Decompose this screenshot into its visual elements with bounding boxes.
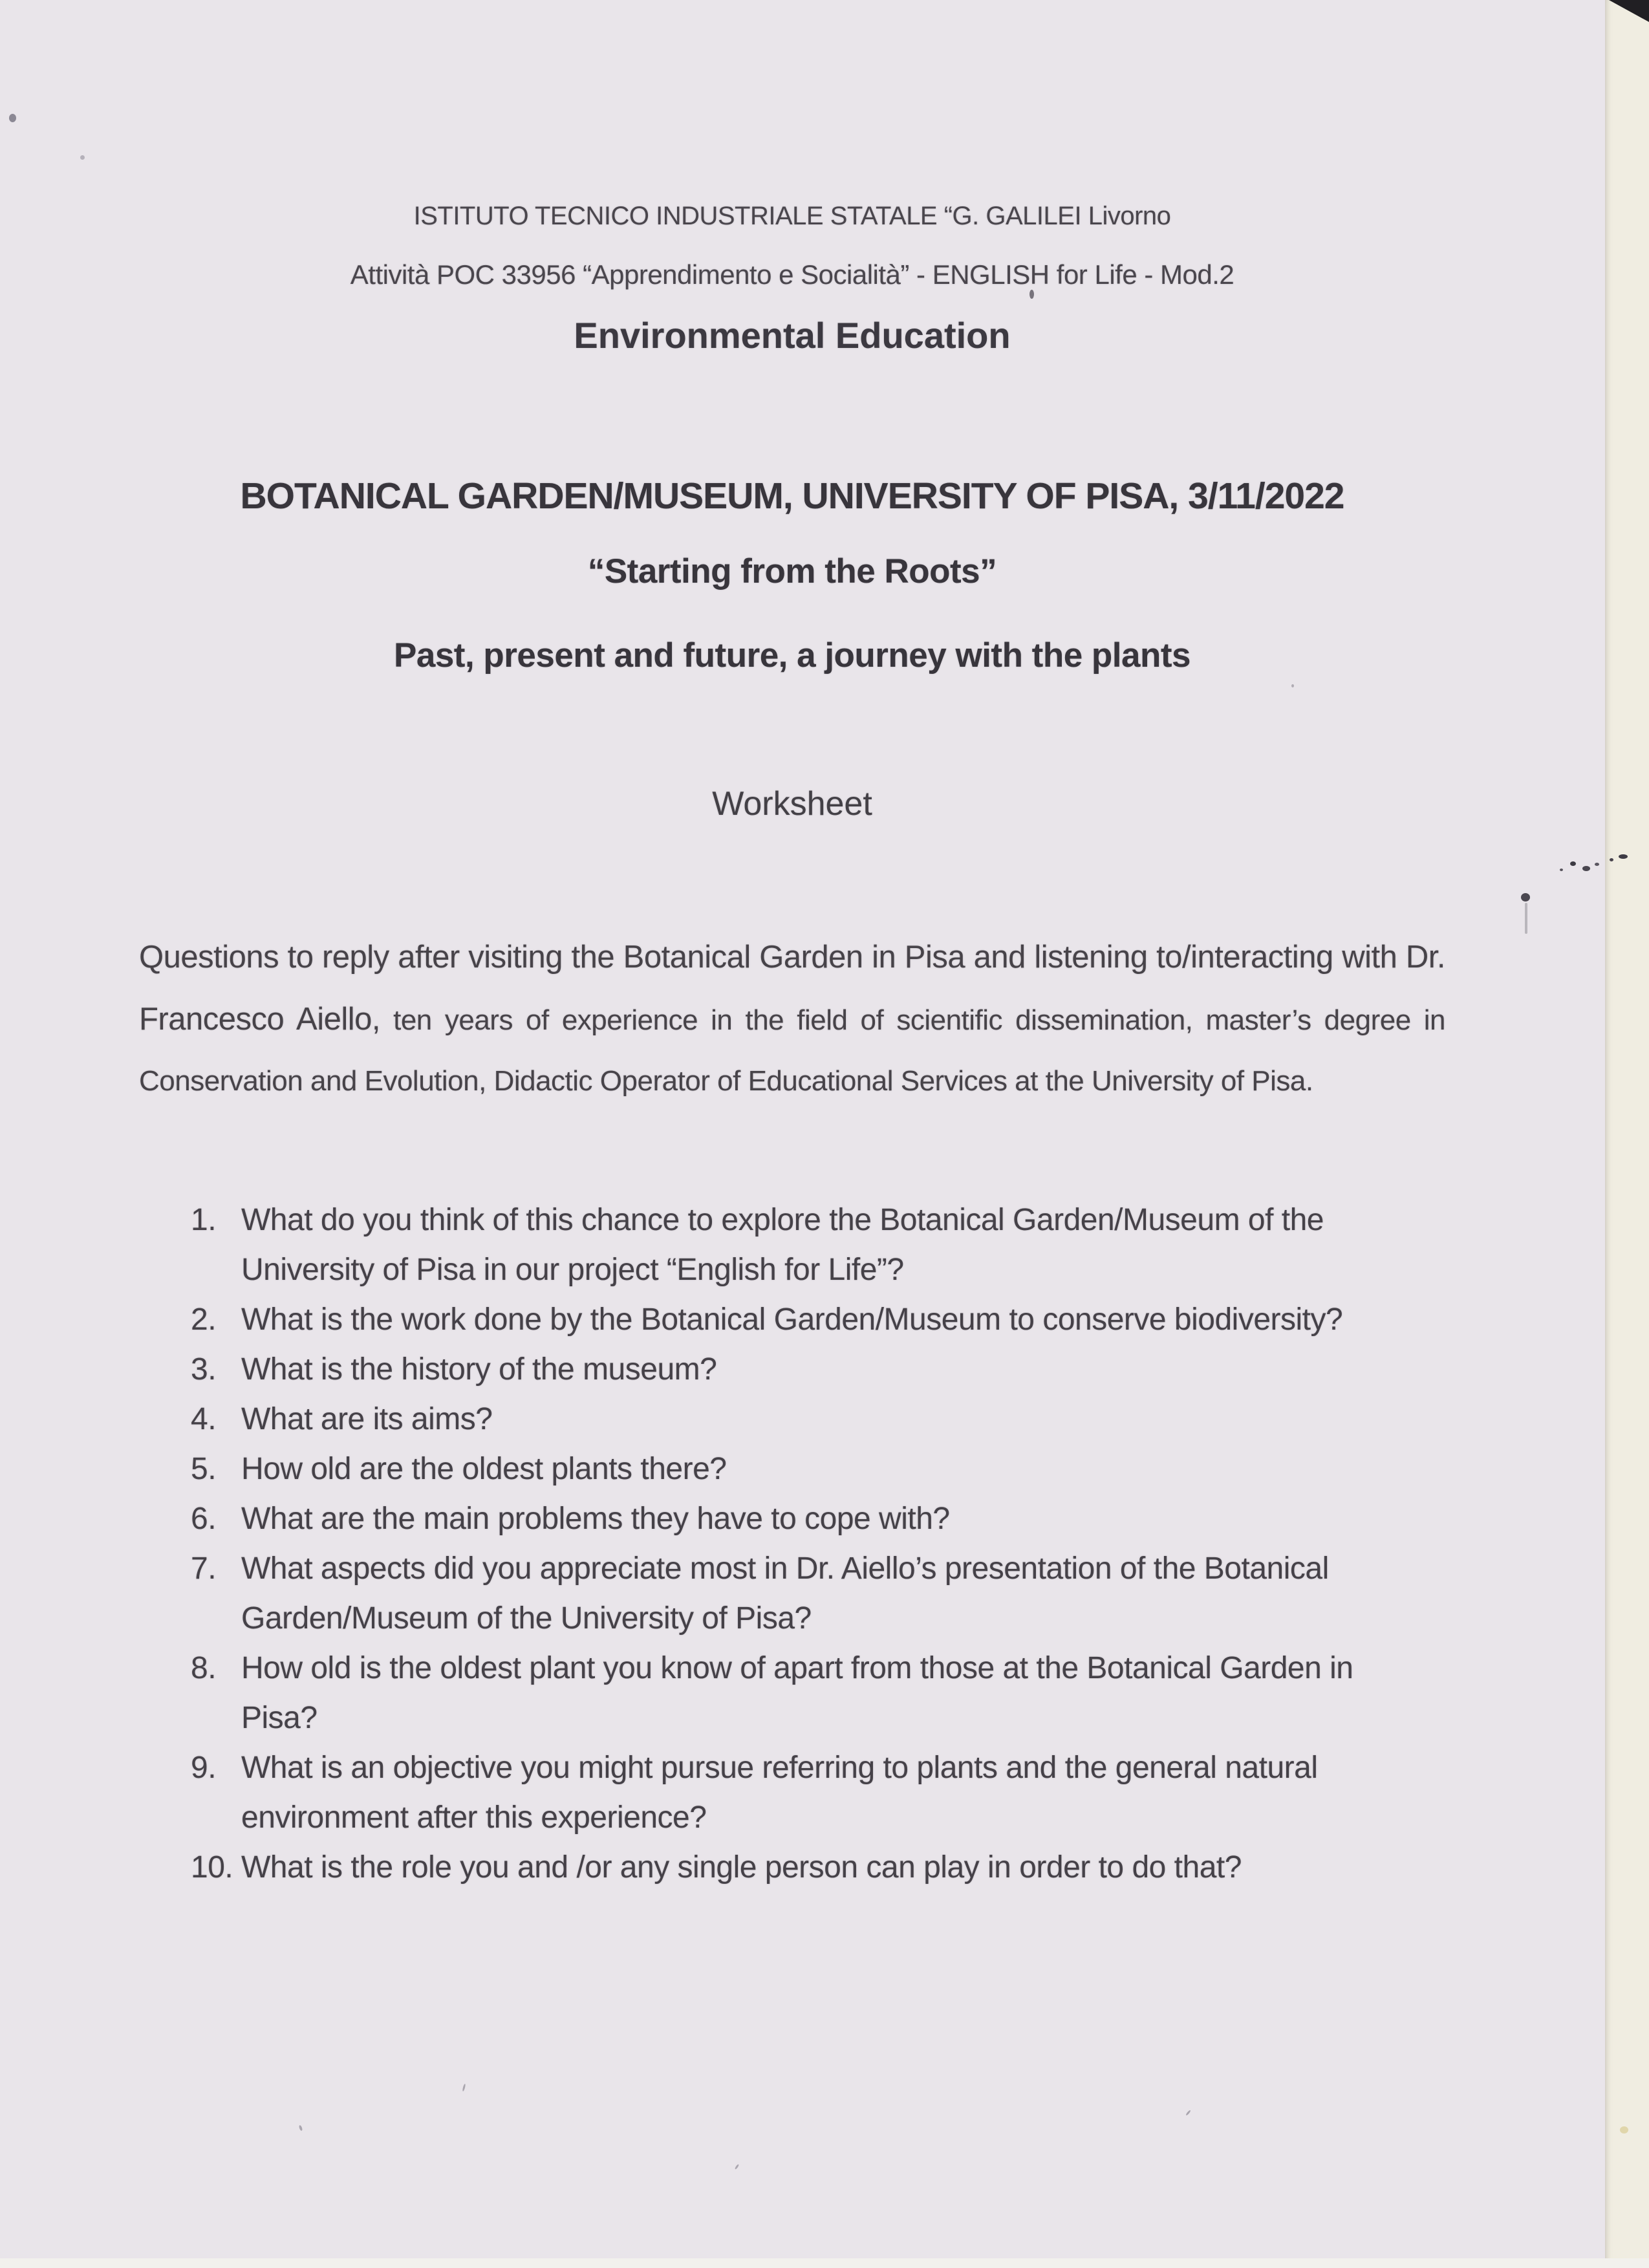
ink-mark xyxy=(1595,863,1599,866)
document-subtitle-quote: “Starting from the Roots” xyxy=(587,552,997,590)
question-list xyxy=(191,1195,1419,1892)
question-text: What are its aims? xyxy=(241,1402,493,1436)
intro-paragraph xyxy=(139,930,1445,1115)
scan-speck xyxy=(1029,290,1034,299)
page-corner-clip xyxy=(1609,0,1649,22)
ink-mark xyxy=(1570,861,1576,866)
question-number: 7. xyxy=(191,1551,217,1586)
ink-dot xyxy=(1521,893,1530,902)
question-text: What aspects did you appreciate most in Dr. Aiello’s presentation of the Botanical Garden/Museum of the University of Pisa? xyxy=(241,1551,1329,1636)
question-number: 4. xyxy=(191,1402,217,1436)
question-number: 10. xyxy=(191,1850,233,1885)
ink-streak xyxy=(1525,903,1527,934)
scan-speck xyxy=(1291,684,1294,687)
school-name: ISTITUTO TECNICO INDUSTRIALE STATALE “G. GALILEI Livorno xyxy=(413,202,1171,230)
scan-fiber xyxy=(1185,2110,1191,2116)
scanner-bottom-strip xyxy=(0,2258,1649,2268)
question-text: What is the work done by the Botanical Garden/Museum to conserve biodiversity? xyxy=(241,1302,1343,1337)
question-text: What do you think of this chance to explore the Botanical Garden/Museum of the University of Pisa in our project “English for Life”? xyxy=(241,1203,1324,1287)
scan-fiber xyxy=(299,2125,303,2132)
intro-detail-text: ten years of experience in the field of scientific dissemination, master’s degree in Conservation and Evolution, Didactic Operator of Educational Services at the University of Pisa. xyxy=(139,1004,1446,1097)
question-number: 3. xyxy=(191,1352,217,1387)
scan-fiber xyxy=(735,2164,740,2170)
ink-mark xyxy=(1610,858,1613,861)
scan-speck xyxy=(9,114,16,122)
question-item xyxy=(191,1842,1419,1892)
ink-mark xyxy=(1582,866,1590,871)
question-item xyxy=(191,1643,1419,1743)
question-item xyxy=(191,1544,1419,1643)
scanner-edge-strip xyxy=(1605,0,1649,2268)
question-item xyxy=(191,1345,1419,1394)
question-number: 9. xyxy=(191,1751,217,1785)
scan-fiber xyxy=(462,2084,466,2091)
question-number: 8. xyxy=(191,1651,217,1685)
course-name: Environmental Education xyxy=(574,315,1011,356)
question-item xyxy=(191,1444,1419,1494)
question-text: What is an objective you might pursue referring to plants and the general natural environment after this experience? xyxy=(241,1751,1318,1835)
scan-speck xyxy=(80,155,85,160)
question-text: What are the main problems they have to cope with? xyxy=(241,1502,950,1536)
question-number: 1. xyxy=(191,1203,217,1237)
intro-lead-text: Questions to reply after visiting the Botanical Garden in Pisa and listening to/interacting with Dr. Francesco Aiello, xyxy=(139,940,1445,1037)
question-item xyxy=(191,1394,1419,1444)
question-text: What is the history of the museum? xyxy=(241,1352,717,1387)
scan-stain xyxy=(1620,2126,1628,2133)
ink-mark xyxy=(1619,854,1628,859)
activity-line: Attività POC 33956 “Apprendimento e Socialità” - ENGLISH for Life - Mod.2 xyxy=(350,259,1234,290)
question-text: How old is the oldest plant you know of apart from those at the Botanical Garden in Pisa? xyxy=(241,1651,1353,1735)
question-item xyxy=(191,1195,1419,1295)
question-number: 6. xyxy=(191,1502,217,1536)
question-item xyxy=(191,1295,1419,1345)
section-label: Worksheet xyxy=(712,785,872,823)
question-number: 5. xyxy=(191,1452,217,1486)
question-item xyxy=(191,1743,1419,1842)
document-subtitle: Past, present and future, a journey with the plants xyxy=(394,636,1191,675)
question-item xyxy=(191,1494,1419,1544)
question-number: 2. xyxy=(191,1302,217,1337)
document-title: BOTANICAL GARDEN/MUSEUM, UNIVERSITY OF PISA, 3/11/2022 xyxy=(240,475,1344,517)
question-text: What is the role you and /or any single person can play in order to do that? xyxy=(241,1850,1242,1885)
question-text: How old are the oldest plants there? xyxy=(241,1452,727,1486)
ink-mark xyxy=(1560,869,1563,871)
